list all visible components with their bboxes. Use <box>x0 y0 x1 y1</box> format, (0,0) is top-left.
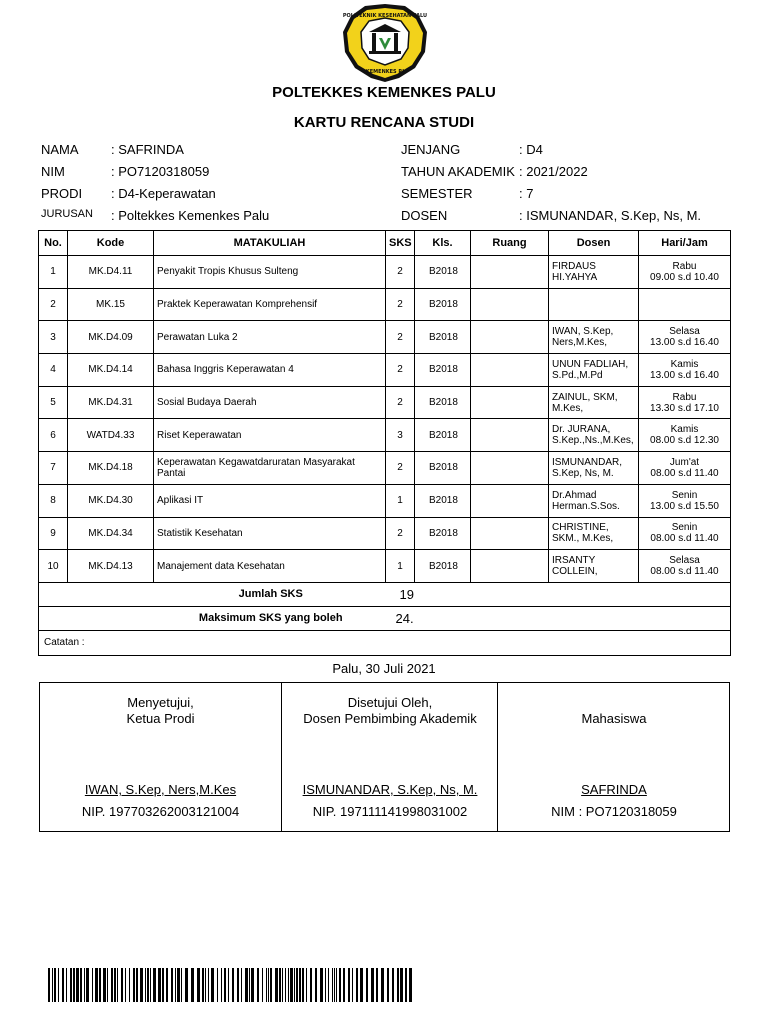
sig-right-nim: NIM : PO7120318059 <box>551 804 677 819</box>
row-jam: 08.00 s.d 11.40 <box>650 533 719 545</box>
table-header-row <box>39 231 731 256</box>
barcode-bar <box>237 968 239 1002</box>
logo-top-text: POLITEKNIK KESEHATAN PALU <box>342 13 428 19</box>
row-hari-jam <box>639 256 731 289</box>
row-kls: B2018 <box>415 484 471 517</box>
row-ruang <box>471 386 549 419</box>
row-kode: MK.D4.13 <box>68 550 154 583</box>
header-no: No. <box>39 231 68 256</box>
institution-logo <box>339 2 431 84</box>
signature-box <box>39 682 730 832</box>
barcode-bar <box>290 968 293 1002</box>
barcode-bar <box>241 968 242 1002</box>
barcode-bar <box>150 968 151 1002</box>
header-sks: SKS <box>386 231 415 256</box>
table-row <box>39 452 731 485</box>
barcode-bar <box>299 968 301 1002</box>
barcode-bar <box>405 968 407 1002</box>
logo-bottom-text: KEMENKES RI <box>365 69 405 75</box>
table-row <box>39 419 731 452</box>
row-no: 5 <box>39 386 68 419</box>
barcode-bar <box>232 968 234 1002</box>
row-hari: Kamis <box>670 424 699 436</box>
barcode-bar <box>336 968 337 1002</box>
header-kls: Kls. <box>415 231 471 256</box>
row-no: 4 <box>39 354 68 387</box>
row-ruang <box>471 484 549 517</box>
sig-left-line1: Menyetujui, <box>127 695 194 710</box>
barcode-bar <box>266 968 267 1002</box>
header-dosen: Dosen <box>549 231 639 256</box>
row-kls: B2018 <box>415 354 471 387</box>
barcode-bar <box>360 968 363 1002</box>
row-matakuliah: Praktek Keperawatan Komprehensif <box>154 288 386 321</box>
barcode-bar <box>320 968 323 1002</box>
barcode-bar <box>262 968 263 1002</box>
row-hari-jam <box>639 419 731 452</box>
sig-middle-line1: Disetujui Oleh, <box>347 695 433 710</box>
row-matakuliah: Bahasa Inggris Keperawatan 4 <box>154 354 386 387</box>
barcode-bar <box>158 968 161 1002</box>
row-dosen: ISMUNANDAR, S.Kep, Ns, M. <box>549 452 639 485</box>
barcode-bar <box>191 968 194 1002</box>
barcode-bar <box>140 968 143 1002</box>
barcode-bar <box>282 968 283 1002</box>
row-sks: 3 <box>386 419 415 452</box>
barcode-bar <box>270 968 272 1002</box>
row-ruang <box>471 517 549 550</box>
row-matakuliah: Keperawatan Kegawatdaruratan Masyarakat Pantai <box>154 452 386 485</box>
row-jam: 08.00 s.d 11.40 <box>650 566 719 578</box>
table-row <box>39 550 731 583</box>
barcode-bar <box>217 968 218 1002</box>
barcode-bar <box>332 968 333 1002</box>
jenjang-label: JENJANG <box>401 142 461 157</box>
maks-sks-value: 24. <box>386 606 731 630</box>
row-kode: MK.D4.09 <box>68 321 154 354</box>
row-ruang <box>471 321 549 354</box>
barcode-bar <box>245 968 248 1002</box>
row-matakuliah: Penyakit Tropis Khusus Sulteng <box>154 256 386 289</box>
row-ruang <box>471 354 549 387</box>
nim-label: NIM <box>41 164 65 179</box>
barcode-bar <box>294 968 295 1002</box>
row-jam: 13.30 s.d 17.10 <box>650 402 719 414</box>
row-kode: MK.15 <box>68 288 154 321</box>
barcode-bar <box>121 968 123 1002</box>
barcode-bar <box>84 968 85 1002</box>
row-no: 7 <box>39 452 68 485</box>
sig-right-name: SAFRINDA <box>581 782 647 797</box>
sig-left-line2: Ketua Prodi <box>126 711 195 726</box>
row-sks: 2 <box>386 452 415 485</box>
row-ruang <box>471 288 549 321</box>
row-hari-jam <box>639 354 731 387</box>
barcode-bar <box>73 968 75 1002</box>
barcode-bar <box>153 968 156 1002</box>
row-dosen: IRSANTY COLLEIN, <box>549 550 639 583</box>
barcode-bar <box>70 968 72 1002</box>
row-jam: 13.00 s.d 15.50 <box>650 500 719 512</box>
barcode-bar <box>111 968 113 1002</box>
row-hari: Selasa <box>669 326 700 338</box>
row-jam: 08.00 s.d 11.40 <box>650 467 719 479</box>
row-no: 3 <box>39 321 68 354</box>
barcode <box>48 968 414 1002</box>
row-matakuliah: Aplikasi IT <box>154 484 386 517</box>
row-sks: 2 <box>386 517 415 550</box>
row-matakuliah: Manajement data Kesehatan <box>154 550 386 583</box>
row-hari-jam <box>639 386 731 419</box>
prodi-label: PRODI <box>41 186 83 201</box>
barcode-bar <box>249 968 250 1002</box>
signature-ketua-prodi <box>40 683 281 831</box>
table-row <box>39 484 731 517</box>
sig-left-name: IWAN, S.Kep, Ners,M.Kes <box>84 782 237 797</box>
row-sks: 1 <box>386 550 415 583</box>
row-ruang <box>471 419 549 452</box>
row-dosen: UNUN FADLIAH, S.Pd.,M.Pd <box>549 354 639 387</box>
row-hari: Kamis <box>670 358 699 370</box>
barcode-bar <box>275 968 278 1002</box>
row-sks: 2 <box>386 354 415 387</box>
barcode-bar <box>185 968 188 1002</box>
barcode-bar <box>268 968 269 1002</box>
row-kls: B2018 <box>415 256 471 289</box>
institution-name: POLTEKKES KEMENKES PALU <box>272 84 496 101</box>
barcode-bar <box>339 968 341 1002</box>
dosen-label: DOSEN <box>401 208 448 223</box>
barcode-bar <box>175 968 176 1002</box>
row-sks: 2 <box>386 321 415 354</box>
barcode-bar <box>95 968 98 1002</box>
barcode-bar <box>366 968 368 1002</box>
barcode-bar <box>285 968 286 1002</box>
row-hari: Rabu <box>672 391 697 403</box>
row-sks: 2 <box>386 256 415 289</box>
barcode-bar <box>107 968 108 1002</box>
row-matakuliah: Perawatan Luka 2 <box>154 321 386 354</box>
barcode-bar <box>133 968 135 1002</box>
row-ruang <box>471 256 549 289</box>
barcode-bar <box>92 968 93 1002</box>
barcode-bar <box>80 968 82 1002</box>
nama-label: NAMA <box>41 142 79 157</box>
document-title: KARTU RENCANA STUDI <box>293 114 475 131</box>
header-ruang: Ruang <box>471 231 549 256</box>
barcode-bar <box>58 968 59 1002</box>
barcode-bar <box>162 968 164 1002</box>
row-sks: 1 <box>386 484 415 517</box>
row-hari-jam <box>639 321 731 354</box>
barcode-bar <box>171 968 173 1002</box>
row-hari-jam <box>639 288 731 321</box>
barcode-bar <box>352 968 353 1002</box>
row-kode: MK.D4.18 <box>68 452 154 485</box>
barcode-bar <box>315 968 317 1002</box>
dosen-value: : ISMUNANDAR, S.Kep, Ns, M. <box>519 208 702 223</box>
tahun-label: TAHUN AKADEMIK <box>401 164 515 179</box>
row-no: 1 <box>39 256 68 289</box>
row-matakuliah: Sosial Budaya Daerah <box>154 386 386 419</box>
barcode-bar <box>129 968 130 1002</box>
barcode-bar <box>310 968 312 1002</box>
sig-middle-line2: Dosen Pembimbing Akademik <box>303 711 477 726</box>
barcode-bar <box>221 968 222 1002</box>
barcode-bar <box>343 968 345 1002</box>
barcode-bar <box>279 968 281 1002</box>
sig-middle-nip: NIP. 197111141998031002 <box>312 804 468 819</box>
barcode-bar <box>392 968 394 1002</box>
barcode-bar <box>251 968 254 1002</box>
sig-middle-name: ISMUNANDAR, S.Kep, Ns, M. <box>302 782 478 797</box>
jurusan-label: JURUSAN <box>41 208 93 220</box>
jenjang-value: : D4 <box>519 142 543 157</box>
barcode-bar <box>348 968 350 1002</box>
barcode-bar <box>208 968 209 1002</box>
barcode-bar <box>114 968 116 1002</box>
signature-dosen-pembimbing <box>281 683 497 831</box>
prodi-value: : D4-Keperawatan <box>111 186 216 201</box>
row-jam: 13.00 s.d 16.40 <box>650 369 719 381</box>
row-matakuliah: Statistik Kesehatan <box>154 517 386 550</box>
barcode-bar <box>99 968 101 1002</box>
barcode-bar <box>117 968 118 1002</box>
row-no: 6 <box>39 419 68 452</box>
row-sks: 2 <box>386 386 415 419</box>
row-no: 8 <box>39 484 68 517</box>
catatan-label: Catatan : <box>39 630 731 655</box>
row-kls: B2018 <box>415 288 471 321</box>
barcode-bar <box>103 968 106 1002</box>
barcode-bar <box>125 968 126 1002</box>
row-kls: B2018 <box>415 550 471 583</box>
row-no: 2 <box>39 288 68 321</box>
row-no: 10 <box>39 550 68 583</box>
place-date: Palu, 30 Juli 2021 <box>332 661 436 676</box>
barcode-bar <box>356 968 358 1002</box>
barcode-bar <box>306 968 307 1002</box>
barcode-bar <box>181 968 182 1002</box>
row-kls: B2018 <box>415 321 471 354</box>
barcode-bar <box>296 968 298 1002</box>
barcode-bar <box>288 968 289 1002</box>
header-matakuliah: MATAKULIAH <box>154 231 386 256</box>
row-dosen: IWAN, S.Kep, Ners,M.Kes, <box>549 321 639 354</box>
barcode-bar <box>224 968 226 1002</box>
table-row <box>39 517 731 550</box>
row-kode: WATD4.33 <box>68 419 154 452</box>
row-kode: MK.D4.14 <box>68 354 154 387</box>
barcode-bar <box>334 968 335 1002</box>
row-hari: Jum'at <box>669 456 700 468</box>
row-kls: B2018 <box>415 517 471 550</box>
row-dosen <box>549 288 639 321</box>
row-dosen: Dr.Ahmad Herman.S.Sos. <box>549 484 639 517</box>
row-hari: Senin <box>671 489 698 501</box>
barcode-bar <box>371 968 374 1002</box>
sig-right-line1: Mahasiswa <box>581 711 647 726</box>
row-sks: 2 <box>386 288 415 321</box>
row-dosen: CHRISTINE, SKM., M.Kes, <box>549 517 639 550</box>
barcode-bar <box>147 968 149 1002</box>
barcode-bar <box>202 968 204 1002</box>
row-jam: 08.00 s.d 12.30 <box>650 435 719 447</box>
sig-left-nip: NIP. 197703262003121004 <box>81 804 240 819</box>
row-kls: B2018 <box>415 452 471 485</box>
row-no: 9 <box>39 517 68 550</box>
barcode-bar <box>48 968 50 1002</box>
row-matakuliah: Riset Keperawatan <box>154 419 386 452</box>
row-kls: B2018 <box>415 386 471 419</box>
maks-sks-label: Maksimum SKS yang boleh <box>39 606 386 630</box>
barcode-bar <box>325 968 326 1002</box>
jumlah-sks-value: 19 <box>386 582 731 606</box>
row-kode: MK.D4.11 <box>68 256 154 289</box>
header-hari-jam: Hari/Jam <box>639 231 731 256</box>
table-row <box>39 288 731 321</box>
semester-label: SEMESTER <box>401 186 473 201</box>
row-kode: MK.D4.34 <box>68 517 154 550</box>
row-hari-jam <box>639 452 731 485</box>
barcode-bar <box>136 968 138 1002</box>
barcode-bar <box>302 968 304 1002</box>
maks-sks-row <box>39 606 731 630</box>
row-hari: Selasa <box>669 555 700 567</box>
row-dosen: FIRDAUS HI.YAHYA <box>549 256 639 289</box>
row-jam: 09.00 s.d 10.40 <box>650 271 719 283</box>
barcode-bar <box>397 968 399 1002</box>
barcode-bar <box>409 968 412 1002</box>
barcode-bar <box>228 968 229 1002</box>
barcode-bar <box>54 968 56 1002</box>
barcode-bar <box>62 968 64 1002</box>
barcode-bar <box>257 968 259 1002</box>
nama-value: : SAFRINDA <box>111 142 184 157</box>
barcode-bar <box>145 968 146 1002</box>
barcode-bar <box>400 968 403 1002</box>
jurusan-value: : Poltekkes Kemenkes Palu <box>111 208 270 223</box>
barcode-bar <box>205 968 206 1002</box>
barcode-bar <box>376 968 378 1002</box>
course-table <box>38 230 731 656</box>
barcode-bar <box>387 968 389 1002</box>
barcode-bar <box>66 968 67 1002</box>
semester-value: : 7 <box>519 186 534 201</box>
catatan-row <box>39 630 731 655</box>
barcode-bar <box>381 968 384 1002</box>
row-ruang <box>471 550 549 583</box>
table-row <box>39 321 731 354</box>
row-hari: Rabu <box>672 260 697 272</box>
table-row <box>39 386 731 419</box>
barcode-bar <box>328 968 329 1002</box>
row-hari: Senin <box>671 522 698 534</box>
row-dosen: ZAINUL, SKM, M.Kes, <box>549 386 639 419</box>
tahun-value: : 2021/2022 <box>519 164 588 179</box>
table-row <box>39 256 731 289</box>
barcode-bar <box>197 968 200 1002</box>
jumlah-sks-label: Jumlah SKS <box>39 582 386 606</box>
row-kode: MK.D4.31 <box>68 386 154 419</box>
barcode-bar <box>86 968 89 1002</box>
signature-mahasiswa <box>497 683 729 831</box>
jumlah-sks-row <box>39 582 731 606</box>
barcode-bar <box>211 968 214 1002</box>
row-dosen: Dr. JURANA, S.Kep.,Ns.,M.Kes, <box>549 419 639 452</box>
row-hari-jam <box>639 517 731 550</box>
barcode-bar <box>76 968 79 1002</box>
row-kode: MK.D4.30 <box>68 484 154 517</box>
barcode-bar <box>52 968 53 1002</box>
barcode-bar <box>177 968 180 1002</box>
row-ruang <box>471 452 549 485</box>
row-kls: B2018 <box>415 419 471 452</box>
barcode-bar <box>166 968 168 1002</box>
row-hari-jam <box>639 484 731 517</box>
header-kode: Kode <box>68 231 154 256</box>
row-hari-jam <box>639 550 731 583</box>
nim-value: : PO7120318059 <box>111 164 210 179</box>
row-jam: 13.00 s.d 16.40 <box>650 337 719 349</box>
table-row <box>39 354 731 387</box>
